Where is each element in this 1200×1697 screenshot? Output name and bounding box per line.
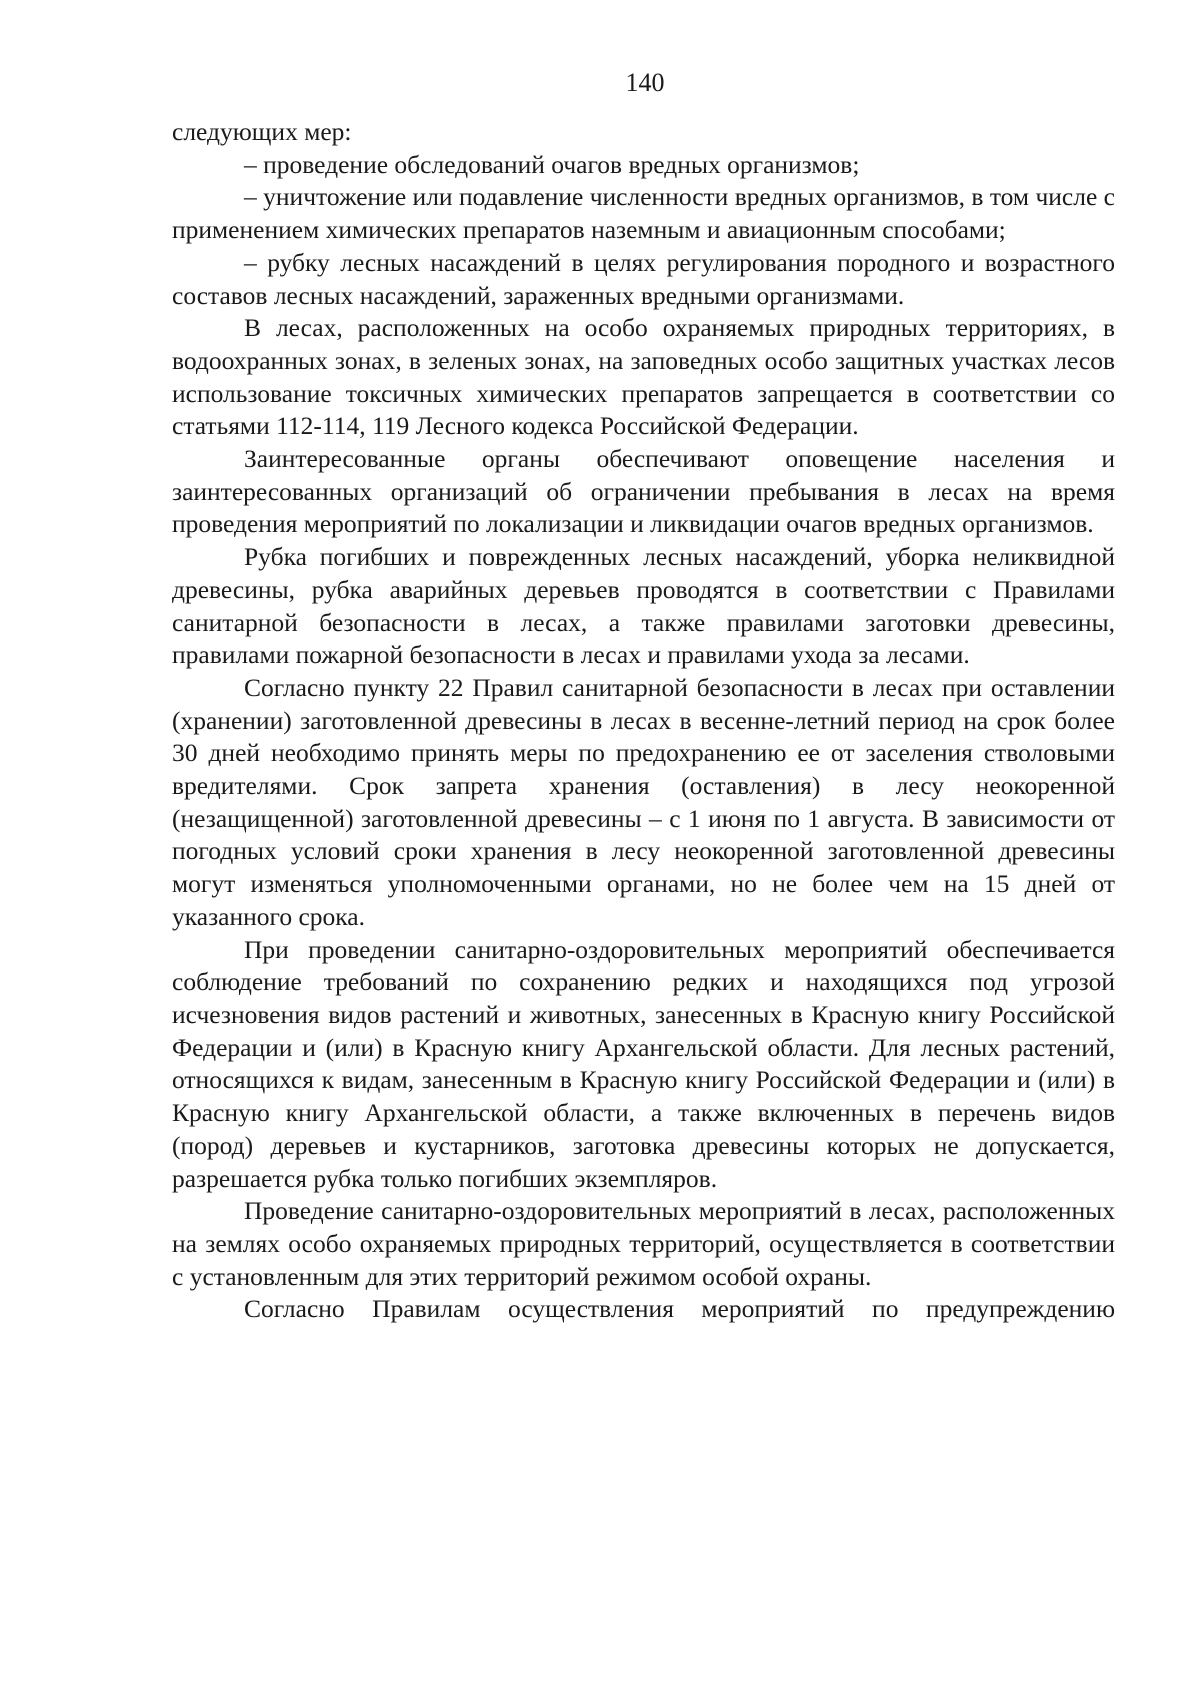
paragraph-prevention-rules: Согласно Правилам осуществления мероприятий по предупреждению <box>244 1294 1115 1324</box>
paragraph-timber-storage: Согласно пункту 22 Правил санитарной безопасности в лесах при оставлении (хранении) заготовленной древесины в лесах в весенне-летний период на срок более 30 дней необходимо принять меры по предохранению ее от заселения стволовыми вредителями. Срок запрета хранения (оставления) в лесу неокоренной (незащищенной) заготовленной древесины – с 1 июня по 1 августа. В зависимости от погодных условий сроки хранения в лесу неокоренной заготовленной древесины могут изменяться уполномоченными органами, но не более чем на 15 дней от указанного срока. <box>172 672 1115 931</box>
paragraph-protected-areas: В лесах, расположенных на особо охраняемых природных территориях, в водоохранных зонах, в зеленых зонах, на заповедных особо защитных участках лесов использование токсичных химических препаратов запрещается в соответствии со статьями 112-114, 119 Лесного кодекса Российской Федерации. <box>172 313 1115 441</box>
paragraph-protected-territories: Проведение санитарно-оздоровительных мероприятий в лесах, расположенных на землях особо охраняемых природных территорий, осуществляется в соответствии с установленным для этих территорий режимом особой охраны. <box>172 1196 1115 1291</box>
document-body <box>172 116 1115 1326</box>
paragraph-intro: следующих мер: <box>172 117 352 146</box>
paragraph-felling-rules: Рубка погибших и поврежденных лесных насаждений, уборка неликвидной древесины, рубка аварийных деревьев проводятся в соответствии с Правилами санитарной безопасности в лесах, а также правилами заготовки древесины, правилами пожарной безопасности в лесах и правилами ухода за лесами. <box>172 542 1115 670</box>
list-item-felling: – рубку лесных насаждений в целях регулирования породного и возрастного составов лесных насаждений, зараженных вредными организмами. <box>172 247 1115 310</box>
page-number: 140 <box>625 68 665 97</box>
paragraph-notification: Заинтересованные органы обеспечивают оповещение населения и заинтересованных организаций об ограничении пребывания в лесах на время проведения мероприятий по локализации и ликвидации очагов вредных организмов. <box>172 444 1115 539</box>
paragraph-red-book: При проведении санитарно-оздоровительных мероприятий обеспечивается соблюдение требований по сохранению редких и находящихся под угрозой исчезновения видов растений и животных, занесенных в Красную книгу Российской Федерации и (или) в Красную книгу Архангельской области. Для лесных растений, относящихся к видам, занесенным в Красную книгу Российской Федерации и (или) в Красную книгу Архангельской области, а также включенных в перечень видов (пород) деревьев и кустарников, заготовка древесины которых не допускается, разрешается рубка только погибших экземпляров. <box>172 934 1115 1193</box>
list-item-survey: – проведение обследований очагов вредных организмов; <box>244 149 860 179</box>
list-item-suppression: – уничтожение или подавление численности вредных организмов, в том числе с применением химических препаратов наземным и авиационным способами; <box>172 182 1115 245</box>
